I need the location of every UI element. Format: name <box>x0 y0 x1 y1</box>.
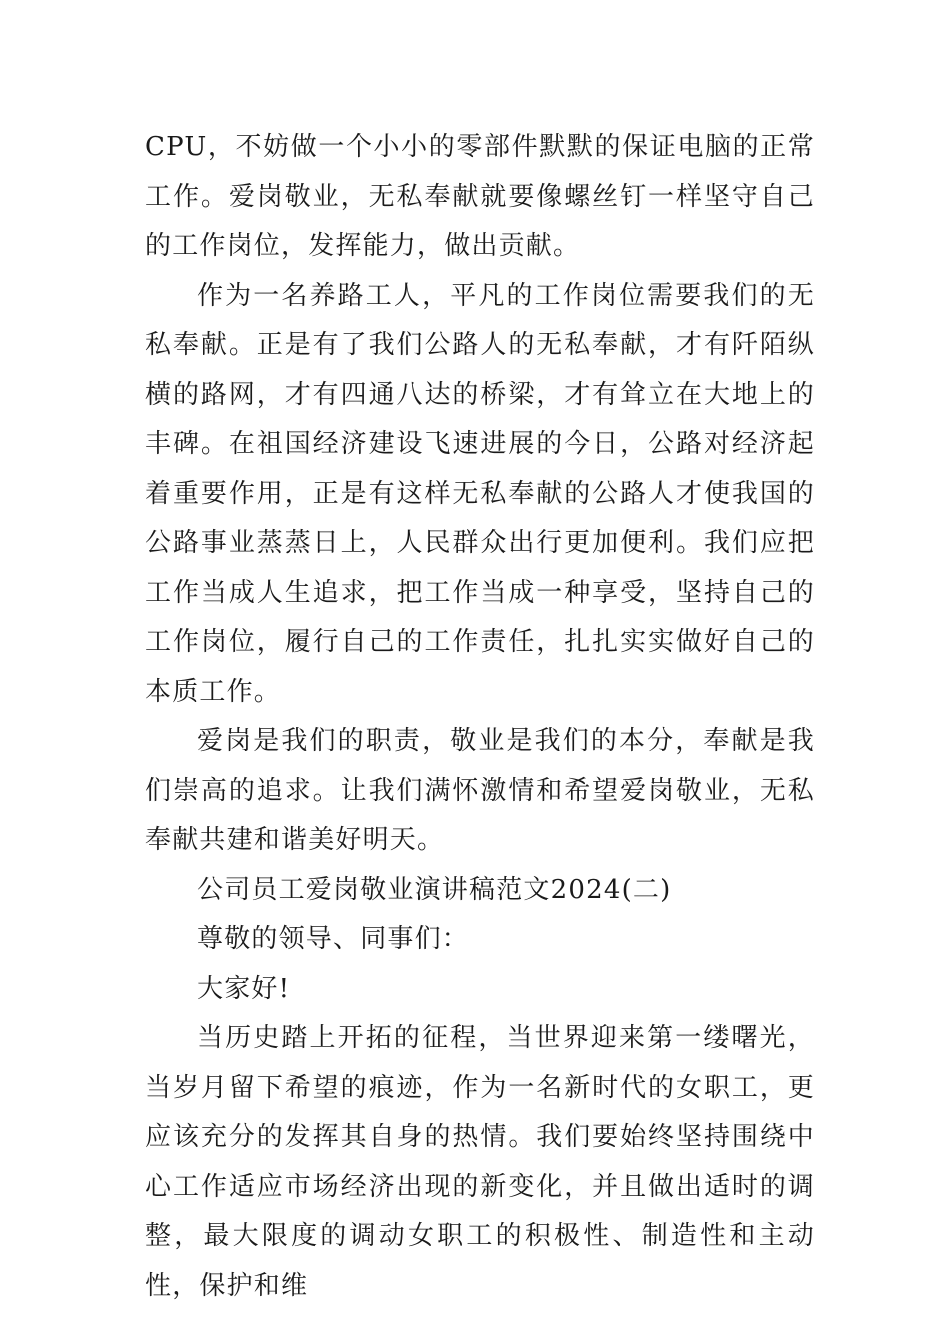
document-body <box>145 123 815 1311</box>
paragraph-road-worker: 作为一名养路工人，平凡的工作岗位需要我们的无私奉献。正是有了我们公路人的无私奉献，才有阡陌纵横的路网，才有四通八达的桥梁，才有耸立在大地上的丰碑。在祖国经济建设飞速进展的今日，公路对经济起着重要作用，正是有这样无私奉献的公路人才使我国的公路事业蒸蒸日上，人民群众出行更加便利。我们应把工作当成人生追求，把工作当成一种享受，坚持自己的工作岗位，履行自己的工作责任，扎扎实实做好自己的本质工作。 <box>145 280 815 707</box>
paragraph-female-workers: 当历史踏上开拓的征程，当世界迎来第一缕曙光，当岁月留下希望的痕迹，作为一名新时代的女职工，更应该充分的发挥其自身的热情。我们要始终坚持围绕中心工作适应市场经济出现的新变化，并且做出适时的调整，最大限度的调动女职工的积极性、制造性和主动性，保护和维 <box>145 1023 815 1301</box>
section-title: 公司员工爱岗敬业演讲稿范文2024(二) <box>197 874 672 905</box>
paragraph-dedication: 爱岗是我们的职责，敬业是我们的本分，奉献是我们崇高的追求。让我们满怀激情和希望爱岗敬业，无私奉献共建和谐美好明天。 <box>145 726 815 855</box>
paragraph-cpu-analogy: CPU，不妨做一个小小的零部件默默的保证电脑的正常工作。爱岗敬业，无私奉献就要像螺丝钉一样坚守自己的工作岗位，发挥能力，做出贡献。 <box>145 132 815 261</box>
salutation: 尊敬的领导、同事们： <box>197 924 470 954</box>
greeting: 大家好! <box>197 973 291 1004</box>
